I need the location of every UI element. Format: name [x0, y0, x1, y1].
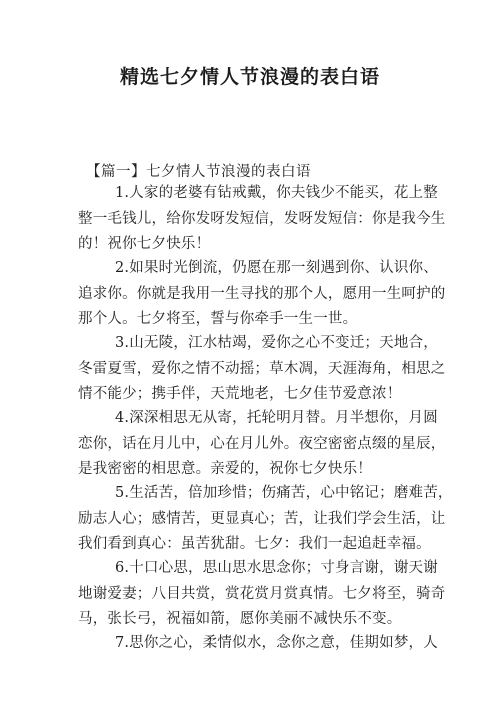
section-heading: 【篇一】七夕情人节浪漫的表白语	[86, 164, 311, 180]
paragraph-line: 5.生活苦，倍加珍惜；伤痛苦，心中铭记；磨难苦，	[115, 485, 453, 501]
paragraph-line: 那个人。七夕将至，誓与你牵手一生一世。	[78, 311, 358, 327]
paragraph-6	[78, 556, 446, 633]
paragraph-line: 3.山无陵，江水枯竭，爱你之心不变迁；天地合，	[115, 335, 438, 351]
paragraph-line: 1.人家的老婆有钻戒戴，你夫钱少不能买，花上整	[115, 185, 438, 201]
paragraph-7	[78, 631, 438, 657]
paragraph-line: 恋你，话在月儿中，心在月儿外。夜空密密点缀的星辰，	[78, 435, 446, 452]
paragraph-line: 情不能少；携手伴，天荒地老，七夕佳节爱意浓！	[78, 386, 402, 402]
paragraph-line: 6.十口心思，思山思水思念你；寸身言谢，谢天谢	[115, 560, 438, 576]
paragraph-line: 整一毛钱儿，给你发呀发短信，发呀发短信：你是我今生	[78, 210, 446, 227]
paragraph-line: 冬雷夏雪，爱你之情不动摇；草木凋，天涯海角，相思之	[78, 360, 446, 377]
paragraph-2	[78, 256, 446, 333]
paragraph-3	[78, 331, 446, 408]
paragraph-line: 4.深深相思无从寄，托轮明月替。月半想你，月圆	[115, 410, 438, 426]
paragraph-line: 地谢爱妻；八目共赏，赏花赏月赏真情。七夕将至，骑奇	[78, 585, 446, 602]
paragraph-line: 励志人心；感情苦，更显真心；苦，让我们学会生活，让	[78, 510, 446, 527]
paragraph-line: 我们看到真心：虽苦犹甜。七夕：我们一起追赶幸福。	[78, 536, 431, 552]
paragraph-line: 追求你。你就是我用一生寻找的那个人，愿用一生呵护的	[78, 285, 446, 302]
paragraph-line: 是我密密的相思意。亲爱的，祝你七夕快乐！	[78, 461, 372, 477]
paragraph-4	[78, 406, 446, 483]
paragraph-5	[78, 481, 453, 558]
paragraph-line: 7.思你之心，柔情似水，念你之意，佳期如梦，人	[115, 635, 438, 651]
paragraph-line: 马，张长弓，祝福如箭，愿你美丽不减快乐不变。	[78, 611, 402, 627]
paragraph-line: 2.如果时光倒流，仍愿在那一刻遇到你、认识你、	[115, 260, 438, 276]
paragraph-1	[78, 181, 446, 258]
document-title: 精选七夕情人节浪漫的表白语	[119, 66, 380, 88]
paragraph-line: 的！祝你七夕快乐！	[78, 236, 211, 252]
